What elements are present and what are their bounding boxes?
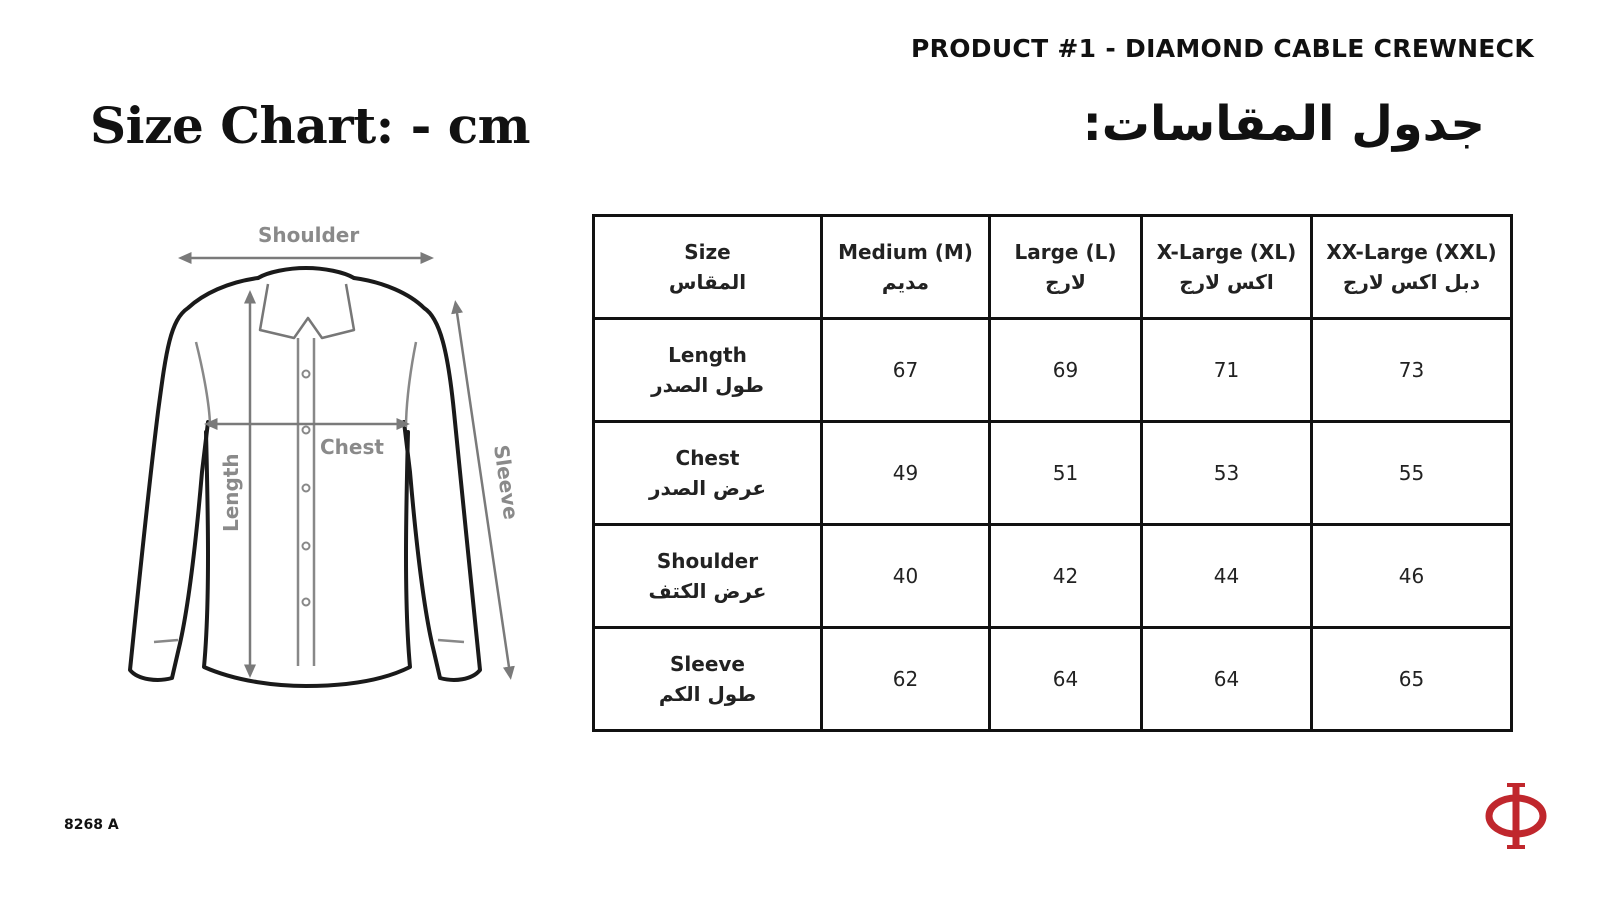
shirt-outline xyxy=(130,268,480,686)
header-size-en: Size xyxy=(684,240,731,264)
product-code: 8268 A xyxy=(64,817,119,833)
row-label-cell xyxy=(594,525,822,628)
header-col-ar: دبل اكس لارج xyxy=(1342,270,1481,294)
header-cell-large xyxy=(990,216,1142,319)
table-cell: 49 xyxy=(822,422,990,525)
header-cell-medium xyxy=(822,216,990,319)
size-chart-title-en: Size Chart: - cm xyxy=(90,96,531,155)
shirt-measurement-diagram xyxy=(118,212,538,712)
table-cell: 71 xyxy=(1142,319,1312,422)
size-table-container xyxy=(592,214,1513,732)
header-cell-xxlarge xyxy=(1312,216,1512,319)
table-cell: 69 xyxy=(990,319,1142,422)
row-label-en: Chest xyxy=(675,446,740,470)
table-row-sleeve xyxy=(594,628,1512,731)
header-col-en: Large (L) xyxy=(1014,240,1117,264)
sleeve-label: Sleeve xyxy=(489,443,524,521)
length-label: Length xyxy=(219,453,243,532)
row-label-ar: عرض الصدر xyxy=(648,476,767,500)
row-label-ar: عرض الكتف xyxy=(648,579,767,603)
shirt-buttons xyxy=(303,371,310,606)
header-cell-size xyxy=(594,216,822,319)
row-label-ar: طول الصدر xyxy=(651,373,764,397)
chest-label: Chest xyxy=(320,435,384,459)
table-cell: 65 xyxy=(1312,628,1512,731)
table-cell: 46 xyxy=(1312,525,1512,628)
table-cell: 44 xyxy=(1142,525,1312,628)
header-col-en: XX-Large (XXL) xyxy=(1326,240,1497,264)
size-table xyxy=(592,214,1513,732)
table-cell: 62 xyxy=(822,628,990,731)
phi-logo-icon xyxy=(1480,780,1552,852)
header-cell-xlarge xyxy=(1142,216,1312,319)
shirt-illustration xyxy=(118,212,538,712)
product-title: PRODUCT #1 - DIAMOND CABLE CREWNECK xyxy=(911,34,1534,63)
header-col-ar: مديم xyxy=(881,270,930,294)
shirt-collar xyxy=(260,284,354,338)
header-col-en: X-Large (XL) xyxy=(1156,240,1297,264)
table-row-chest xyxy=(594,422,1512,525)
row-label-ar: طول الكم xyxy=(658,682,757,706)
table-cell: 42 xyxy=(990,525,1142,628)
table-cell: 40 xyxy=(822,525,990,628)
table-cell: 64 xyxy=(990,628,1142,731)
table-cell: 51 xyxy=(990,422,1142,525)
row-label-en: Shoulder xyxy=(656,549,759,573)
table-cell: 73 xyxy=(1312,319,1512,422)
header-col-ar: لارج xyxy=(1045,270,1086,294)
shoulder-label: Shoulder xyxy=(258,223,360,247)
table-row-shoulder xyxy=(594,525,1512,628)
table-header-row xyxy=(594,216,1512,319)
size-chart-title-ar: جدول المقاسات: xyxy=(1082,96,1485,152)
header-col-en: Medium (M) xyxy=(838,240,973,264)
header-col-ar: اكس لارج xyxy=(1179,270,1274,294)
row-label-cell xyxy=(594,628,822,731)
row-label-en: Length xyxy=(668,343,747,367)
row-label-cell xyxy=(594,319,822,422)
table-cell: 55 xyxy=(1312,422,1512,525)
row-label-cell xyxy=(594,422,822,525)
header-size-ar: المقاس xyxy=(668,270,747,294)
table-row-length xyxy=(594,319,1512,422)
row-label-en: Sleeve xyxy=(670,652,745,676)
table-cell: 64 xyxy=(1142,628,1312,731)
table-cell: 53 xyxy=(1142,422,1312,525)
table-cell: 67 xyxy=(822,319,990,422)
